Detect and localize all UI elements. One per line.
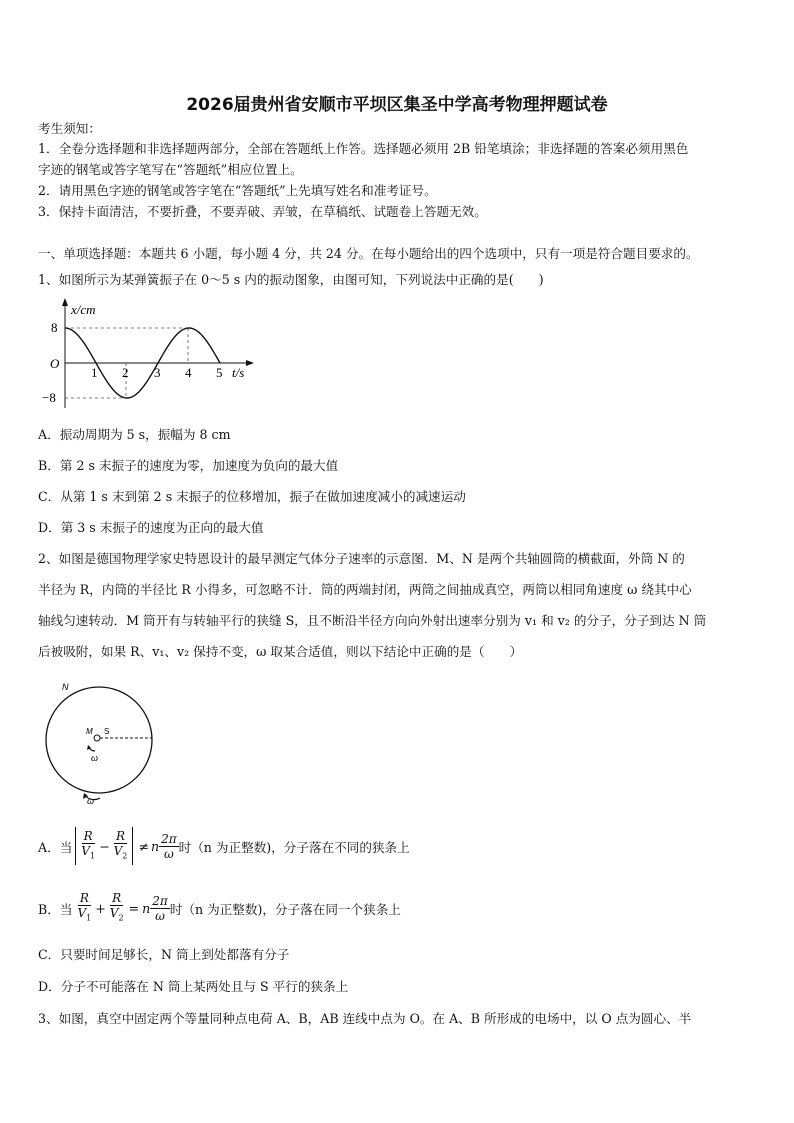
fraction-denominator: $V_2$ — [109, 905, 124, 923]
notice-item: 字迹的钢笔或答字笔写在“答题纸”相应位置上。 — [38, 162, 303, 177]
notice-item: 3．保持卡面清洁，不要折叠，不要弄破、弄皱，在草稿纸、试题卷上答题无效。 — [38, 204, 487, 219]
section-heading: 一、单项选择题：本题共 6 小题，每小题 4 分，共 24 分。在每小题给出的四个选项中，只有一项是符合题目要求的。 — [38, 246, 699, 261]
fraction-denominator: ω — [163, 846, 174, 861]
n-symbol: n — [150, 838, 160, 854]
slit-label: S — [104, 727, 110, 736]
fraction-numerator: R — [79, 890, 89, 905]
fraction-numerator: 2π — [152, 893, 168, 908]
fraction-numerator: R — [112, 890, 122, 905]
x-tick-label: 5 — [216, 365, 223, 380]
q1-option-a: A．振动周期为 5 s，振幅为 8 cm — [38, 427, 231, 442]
question-3-stem: 3、如图，真空中固定两个等量同种点电荷 A、B，AB 连线中点为 O。在 A、B 所形成的电场中，以 O 点为圆心、半 — [38, 1011, 692, 1026]
x-tick-label: 4 — [185, 365, 192, 380]
option-suffix: 时（n 为正整数)，分子落在同一个狭条上 — [169, 901, 401, 917]
question-2-stem-line: 半径为 R，内筒的半径比 R 小得多，可忽略不计．筒的两端封闭，两筒之间抽成真空，两筒以相同角速度 ω 绕其中心 — [38, 582, 692, 597]
y-tick-bottom: −8 — [42, 390, 56, 405]
outer-cylinder-label: N — [62, 682, 69, 692]
fraction-r-over-v2 — [112, 829, 130, 863]
equal-sign: = — [128, 900, 140, 916]
page-title: 2026届贵州省安顺市平坝区集圣中学高考物理押题试卷 — [186, 95, 608, 115]
x-tick-label: 1 — [91, 365, 98, 380]
y-axis-label: x/cm — [71, 302, 96, 317]
q1-option-c: C．从第 1 s 末到第 2 s 末振子的位移增加，振子在做加速度减小的减速运动 — [38, 489, 466, 504]
y-tick-top: 8 — [51, 320, 58, 335]
option-suffix: 时（n 为正整数)，分子落在不同的狭条上 — [178, 839, 410, 855]
outer-omega-label: ω — [87, 796, 95, 806]
x-axis-arrow — [246, 360, 254, 366]
x-axis-label: t/s — [232, 365, 245, 380]
fraction-r-over-v1 — [79, 829, 97, 863]
fraction-denominator: ω — [155, 908, 165, 923]
inner-cylinder-m — [94, 735, 100, 741]
option-prefix: B．当 — [38, 901, 73, 917]
fraction-2pi-over-omega — [150, 894, 170, 923]
y-axis-arrow — [62, 298, 68, 306]
vibration-graph — [38, 296, 268, 414]
question-2-stem-line: 轴线匀速转动．M 筒开有与转轴平行的狭缝 S，且不断沿半径方向向外射出速率分别为 v₁ 和 v₂ 的分子，分子到达 N 筒 — [38, 613, 707, 628]
q2-option-d: D．分子不可能落在 N 筒上某两处且与 S 平行的狭条上 — [38, 979, 349, 994]
notice-item: 1．全卷分选择题和非选择题两部分，全部在答题纸上作答。选择题必须用 2B 铅笔填涂；非选择题的答案必须用黑色 — [38, 141, 689, 156]
fraction-2pi-over-omega — [159, 832, 179, 861]
q2-option-b — [38, 888, 401, 928]
fraction-r-over-v2 — [108, 891, 126, 925]
q2-option-a: A．当 $\frac{R}{V_1}$ − $\frac{R}{V_2}$ ≠ n $\frac{2\pi}{\omega}$ 时（n 为正整数)，分子落在不同的狭条上 — [38, 826, 410, 866]
plus-sign: + — [95, 900, 106, 916]
q1-option-d: D．第 3 s 末振子的速度为正向的最大值 — [38, 520, 264, 535]
question-2-stem-line: 后被吸附，如果 R、v₁、v₂ 保持不变，ω 取某合适值，则以下结论中正确的是（ ） — [38, 644, 523, 659]
fraction-r-over-v1 — [75, 891, 93, 925]
fraction-denominator: $V_1$ — [77, 905, 92, 923]
n-symbol: n — [142, 900, 151, 916]
fraction-denominator: $V_1$ — [81, 843, 96, 861]
origin-label: O — [50, 356, 60, 371]
fraction-numerator: R — [83, 828, 93, 843]
fraction-numerator: 2π — [161, 831, 177, 846]
fraction-numerator: R — [115, 828, 126, 843]
inner-omega-label: ω — [91, 753, 99, 764]
notice-heading: 考生须知： — [38, 121, 101, 136]
question-1-stem: 1、如图所示为某弹簧振子在 0～5 s 内的振动图象，由图可知，下列说法中正确的是( ) — [38, 272, 544, 287]
abs-bar — [75, 827, 76, 865]
q2-option-c: C．只要时间足够长，N 筒上到处都落有分子 — [38, 947, 290, 962]
option-prefix: A．当 — [38, 839, 73, 855]
fraction-denominator: $V_2$ — [113, 843, 128, 861]
q1-option-b: B．第 2 s 末振子的速度为零，加速度为负向的最大值 — [38, 458, 339, 473]
notice-item: 2．请用黑色字迹的钢笔或答字笔在“答题纸”上先填写姓名和准考证号。 — [38, 183, 437, 198]
inner-cylinder-label: M — [86, 727, 93, 736]
cylinder-diagram — [40, 678, 170, 806]
question-2-stem-line: 2、如图是德国物理学家史特恩设计的最早测定气体分子速率的示意图．M、N 是两个共轴圆筒的横截面，外筒 N 的 — [38, 551, 685, 566]
not-equal-sign: ≠ — [138, 838, 149, 854]
x-tick-label: 3 — [154, 365, 161, 380]
x-tick-label: 2 — [122, 365, 129, 380]
abs-bar — [132, 827, 133, 865]
